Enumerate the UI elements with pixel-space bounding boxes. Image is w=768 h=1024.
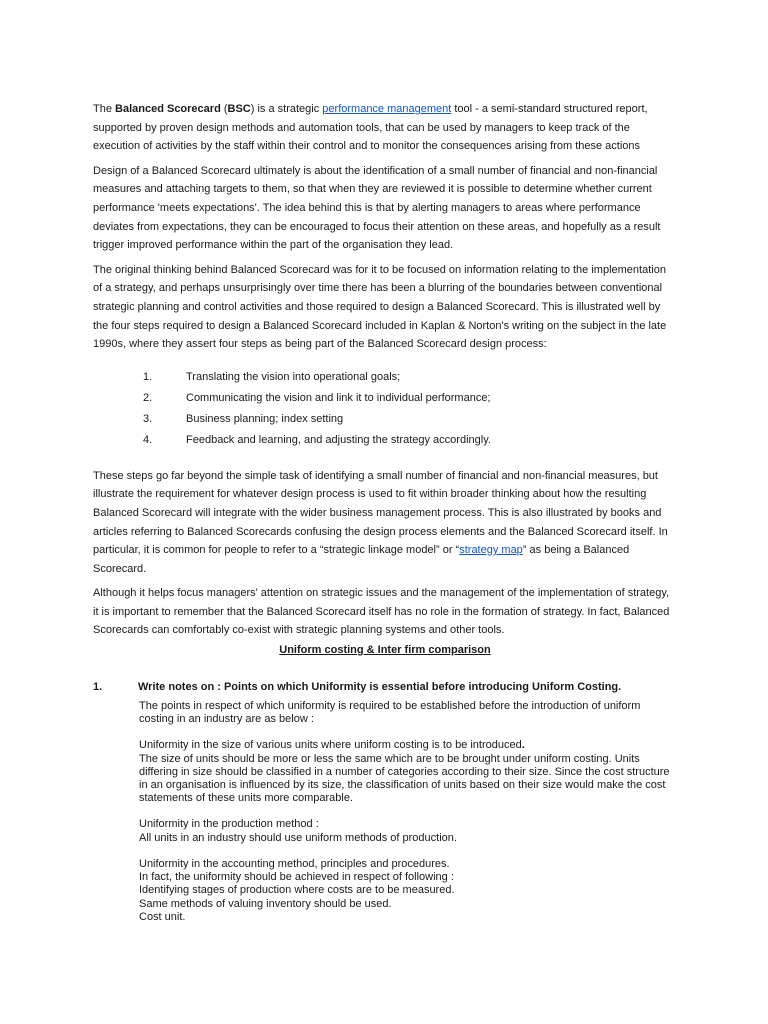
text-span: ) is a strategic xyxy=(250,103,323,115)
list-number: 2. xyxy=(143,391,153,404)
list-number: 1. xyxy=(143,370,153,383)
paragraph-although: Although it helps focus managers' attention on strategic issues and the management of the implementation of strategy, it is important to remember that the Balanced Scorecard itself has no role in the formation of strategy. In fact, Balanced Scorecards can comfortably co-exist with strategic planning systems and other tools. xyxy=(93,587,670,637)
design-steps-list xyxy=(93,368,677,452)
text-span: ” as being a Balanced Scorecard. xyxy=(93,544,630,575)
question-number: 1. xyxy=(93,681,103,694)
accounting-line: In fact, the uniformity should be achieved in respect of following : xyxy=(139,871,454,884)
strategy-map-link[interactable]: strategy map xyxy=(459,544,523,557)
text-span: tool - a semi-standard structured report, supported by proven design methods and automation tools, that can be used by managers to keep track of the execution of activities by the staff within their control and to monitor the consequences arising from these actions xyxy=(93,103,648,153)
production-body: All units in an industry should use uniform methods of production. xyxy=(139,831,457,844)
list-item xyxy=(93,368,677,389)
answer-block xyxy=(139,700,677,924)
paragraph-intro xyxy=(93,100,677,156)
paragraph-original-thinking: The original thinking behind Balanced Scorecard was for it to be focused on information relating to the implementation of a strategy, and perhaps unsurprisingly over time there has been a blurring of the boundaries between conventional strategic planning and control activities and those required to design a Balanced Scorecard. This is illustrated well by the four steps required to design a Balanced Scorecard included in Kaplan & Norton's writing on the subject in the late 1990s, where they assert four steps as being part of the Balanced Scorecard design process: xyxy=(93,263,667,351)
text-span: ( xyxy=(220,103,228,115)
size-title-text: Uniformity in the size of various units where uniform costing is to be introduced xyxy=(139,739,522,752)
list-item xyxy=(93,410,677,431)
text-span: These steps go far beyond the simple task of identifying a small number of financial and non-financial measures, but illustrate the requirement for whatever design process is used to fit within broader thinking about how the resulting Balanced Scorecard will integrate with the wider business management process. This is also illustrated by books and articles referring to Balanced Scorecards confusing the design process elements and the Balanced Scorecard itself. In particular, it is common for people to refer to a “strategic linkage model” or “ xyxy=(93,469,668,557)
production-title: Uniformity in the production method : xyxy=(139,818,319,831)
question-1 xyxy=(93,678,677,696)
list-item xyxy=(93,389,677,410)
paragraph-steps-beyond xyxy=(93,467,677,579)
accounting-title: Uniformity in the accounting method, principles and procedures. xyxy=(139,857,450,870)
section-heading: Uniform costing & Inter firm comparison xyxy=(279,644,491,657)
performance-management-link[interactable]: performance management xyxy=(322,103,452,115)
text-span: The xyxy=(93,103,116,115)
question-end: . xyxy=(618,681,622,694)
answer-intro: The points in respect of which uniformity is required to be established before the introduction of uniform costing in an industry are as below : xyxy=(139,700,641,726)
list-text: Translating the vision into operational goals; xyxy=(186,370,401,383)
list-item xyxy=(93,431,677,452)
size-title xyxy=(139,739,677,752)
accounting-line: Identifying stages of production where costs are to be measured. xyxy=(139,884,455,897)
term-balanced-scorecard: Balanced Scorecard xyxy=(115,103,221,115)
list-number: 3. xyxy=(143,412,153,425)
accounting-line: Same methods of valuing inventory should be used. xyxy=(139,897,392,910)
accounting-line: Cost unit. xyxy=(139,910,186,923)
question-title: Write notes on : Points on which Uniformity is essential before introducing Uniform Costing xyxy=(138,681,619,694)
question-text xyxy=(138,678,621,696)
size-body: The size of units should be more or less the same which are to be brought under uniform costing. Units differing in size should be classified in a number of categories according to their size. Since the cost structure in an organisation is influenced by its size, the classification of units based on their size would make the cost statements of these units more comparable. xyxy=(139,752,670,805)
list-text: Communicating the vision and link it to individual performance; xyxy=(186,391,491,404)
term-bsc: BSC xyxy=(227,103,251,115)
list-number: 4. xyxy=(143,433,153,446)
size-title-dot: . xyxy=(521,739,525,752)
list-text: Business planning; index setting xyxy=(186,412,344,425)
list-text: Feedback and learning, and adjusting the strategy accordingly. xyxy=(186,433,491,446)
paragraph-design: Design of a Balanced Scorecard ultimately is about the identification of a small number of financial and non-financial measures and attaching targets to them, so that when they are reviewed it is possible to determine whether current performance 'meets expectations'. The idea behind this is that by alerting managers to areas where performance deviates from expectations, they can be encouraged to focus their attention on these areas, and hopefully as a result trigger improved performance within the part of the organisation they lead. xyxy=(93,164,661,252)
document-page xyxy=(93,100,677,924)
